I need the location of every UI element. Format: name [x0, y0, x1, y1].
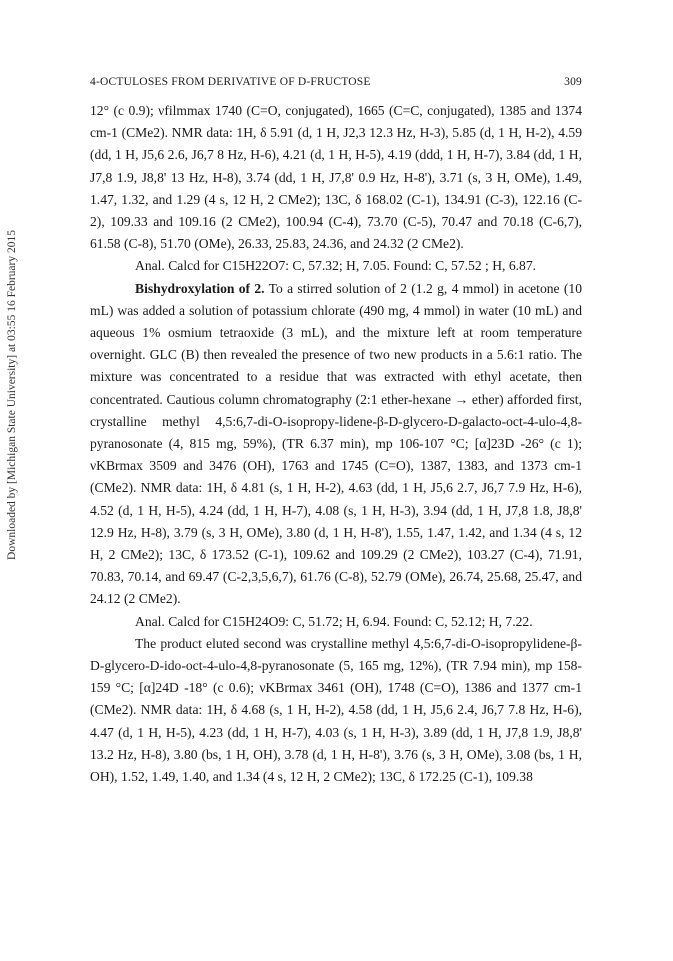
- paragraph-bishydroxylation: [90, 278, 582, 611]
- page-number: 309: [564, 76, 582, 88]
- paragraph-product-5: The product eluted second was crystalline methyl 4,5:6,7-di-O-isopropylidene-β-D-glycero-D-ido-oct-4-ulo-4,8-pyranosonate (5, 165 mg, 12%), (TR 7.94 min), mp 158-159 °C; [α]24D -18° (c 0.6); νKBrmax 3461 (OH), 1748 (C=O), 1386 and 1377 cm-1 (CMe2). NMR data: 1H, δ 4.68 (s, 1 H, H-2), 4.58 (dd, 1 H, J5,6 2.4, J6,7 7.8 Hz, H-6), 4.47 (d, 1 H, H-5), 4.23 (dd, 1 H, H-7), 4.03 (s, 1 H, H-3), 3.89 (dd, 1 H, J7,8 1.9, J8,8' 13.2 Hz, H-8), 3.80 (bs, 1 H, OH), 3.78 (d, 1 H, H-8'), 3.76 (s, 3 H, OMe), 3.08 (bs, 1 H, OH), 1.52, 1.49, 1.40, and 1.34 (4 s, 12 H, 2 CMe2); 13C, δ 172.25 (C-1), 109.38: [90, 635, 582, 785]
- paragraph-analysis-3: Anal. Calcd for C15H22O7: C, 57.32; H, 7.05. Found: C, 57.52 ; H, 6.87.: [135, 258, 537, 274]
- section-heading: Bishydroxylation of 2.: [135, 280, 265, 296]
- paragraph-nmr-data-3: 12° (c 0.9); νfilmmax 1740 (C=O, conjugated), 1665 (C=C, conjugated), 1385 and 1374 cm-1 (CMe2). NMR data: 1H, δ 5.91 (d, 1 H, J2,3 12.3 Hz, H-3), 5.85 (d, 1 H, H-2), 4.59 (dd, 1 H, J5,6 2.6, J6,7 8 Hz, H-6), 4.21 (d, 1 H, H-5), 4.19 (ddd, 1 H, H-7), 3.84 (dd, 1 H, J7,8 1.9, J8,8' 13 Hz, H-8), 3.74 (dd, 1 H, J7,8' 0.9 Hz, H-8'), 3.71 (s, 3 H, OMe), 1.49, 1.47, 1.32, and 1.29 (4 s, 12 H, 2 CMe2); 13C, δ 168.02 (C-1), 134.91 (C-3), 122.16 (C-2), 109.33 and 109.16 (2 CMe2), 100.94 (C-4), 73.70 (C-5), 70.47 and 70.18 (C-6,7), 61.58 (C-8), 51.70 (OMe), 26.33, 25.83, 24.36, and 24.32 (2 CMe2).: [90, 103, 582, 252]
- download-note-text: Downloaded by [Michigan State University] at 03:55 16 February 2015: [6, 230, 18, 560]
- body-text: [90, 100, 582, 788]
- bishydroxylation-text: To a stirred solution of 2 (1.2 g, 4 mmol) in acetone (10 mL) was added a solution of potassium chlorate (490 mg, 4 mmol) in water (10 mL) and aqueous 1% osmium tetraoxide (3 mL), and the mixture left at room temperature overnight. GLC (B) then revealed the presence of two new products in a 5.6:1 ratio. The mixture was concentrated to a residue that was extracted with ethyl acetate, then concentrated. Cautious column chromatography (2:1 ether-hexane → ether) afforded first, crystalline methyl 4,5:6,7-di-O-isopropy-lidene-β-D-glycero-D-galacto-oct-4-ulo-4,8-pyranosonate (4, 815 mg, 59%), (TR 6.37 min), mp 106-107 °C; [α]23D -26° (c 1); νKBrmax 3509 and 3476 (OH), 1763 and 1745 (C=O), 1387, 1383, and 1373 cm-1 (CMe2). NMR data: 1H, δ 4.81 (s, 1 H, H-2), 4.63 (dd, 1 H, J5,6 2.7, J6,7 7.9 Hz, H-6), 4.52 (d, 1 H, H-5), 4.24 (dd, 1 H, H-7), 4.08 (s, 1 H, H-3), 3.94 (dd, 1 H, J7,8 1.8, J8,8' 12.9 Hz, H-8), 3.79 (s, 3 H, OMe), 3.80 (d, 1 H, H-8'), 1.55, 1.47, 1.42, and 1.34 (4 s, 12 H, 2 CMe2); 13C, δ 173.52 (C-1), 109.62 and 109.29 (2 CMe2), 103.27 (C-4), 71.91, 70.83, 70.14, and 69.47 (C-2,3,5,6,7), 61.76 (C-8), 52.79 (OMe), 26.74, 25.68, 25.47, and 24.12 (2 CMe2).: [90, 280, 582, 607]
- paragraph-analysis-4: Anal. Calcd for C15H24O9: C, 51.72; H, 6.94. Found: C, 52.12; H, 7.22.: [135, 613, 533, 629]
- running-title: 4-OCTULOSES FROM DERIVATIVE OF D-FRUCTOSE: [90, 76, 371, 88]
- download-watermark: [2, 180, 22, 610]
